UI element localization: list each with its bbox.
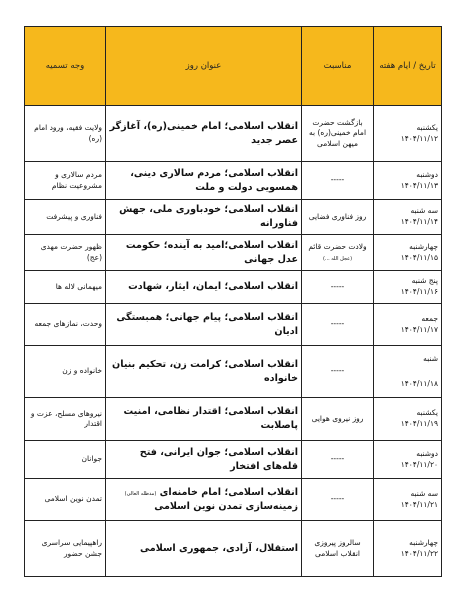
day-name: چهارشنبه: [409, 537, 438, 547]
title-cell: انقلاب اسلامی؛ کرامت زن، تحکیم بنیان خانواده: [106, 346, 302, 398]
naming-cell: مردم سالاری و مشروعیت نظام: [25, 162, 106, 200]
date-cell: [374, 200, 442, 235]
naming-cell: میهمانی لاله ها: [25, 271, 106, 304]
table-row: [25, 441, 442, 479]
date-cell: [374, 521, 442, 577]
occasion-cell: -----: [302, 479, 374, 521]
header-title: عنوان روز: [106, 27, 302, 106]
title-cell: [106, 479, 302, 521]
day-name: شنبه: [423, 353, 438, 363]
day-name: یکشنبه: [416, 408, 438, 418]
occasion-cell: روز نیروی هوایی: [302, 398, 374, 441]
naming-cell: جوانان: [25, 441, 106, 479]
date-value: ۱۴۰۴/۱۱/۱۷: [400, 324, 438, 334]
header-date: تاریخ / ایام هفته: [374, 27, 442, 106]
date-value: ۱۴۰۴/۱۱/۱۶: [400, 287, 438, 296]
date-value: ۱۴۰۴/۱۱/۱۲: [400, 133, 438, 143]
date-cell: [374, 479, 442, 521]
table-row: [25, 200, 442, 235]
naming-cell: فناوری و پیشرفت: [25, 200, 106, 235]
date-value: ۱۴۰۴/۱۱/۲۲: [400, 548, 438, 558]
date-value: ۱۴۰۴/۱۱/۱۴: [400, 217, 438, 226]
occasion-cell: -----: [302, 162, 374, 200]
schedule-table: [24, 26, 442, 577]
title-cell: انقلاب اسلامی؛ مردم سالاری دینی، همسویی دولت و ملت: [106, 162, 302, 200]
title-cell: انقلاب اسلامی؛ جوان ایرانی، فتح قله‌های افتخار: [106, 441, 302, 479]
table-row: [25, 304, 442, 346]
title-cell: انقلاب اسلامی؛ امام خمینی(ره)، آغازگر عصر جدید: [106, 106, 302, 162]
day-name: جمعه: [421, 313, 438, 323]
date-cell: [374, 235, 442, 271]
day-name: دوشنبه: [416, 448, 438, 458]
occasion-small: (عجل الله ...): [322, 255, 353, 262]
date-value: ۱۴۰۴/۱۱/۱۳: [400, 180, 438, 190]
day-name: سه شنبه: [410, 488, 438, 498]
occasion-text: ولادت حضرت قائم: [308, 242, 367, 252]
date-cell: [374, 271, 442, 304]
table-row: [25, 106, 442, 162]
date-value: ۱۴۰۴/۱۱/۲۰: [400, 459, 438, 469]
title-cell: استقلال، آزادی، جمهوری اسلامی: [106, 521, 302, 577]
naming-cell: ولایت فقیه، ورود امام (ره): [25, 106, 106, 162]
title-cell: انقلاب اسلامی؛امید به آینده؛ حکومت عدل جهانی: [106, 235, 302, 271]
day-name: پنج شنبه: [411, 276, 438, 286]
table-row: [25, 479, 442, 521]
title-small: (مدظله العالی): [124, 490, 157, 497]
naming-cell: راهپیمایی سراسری جشن حضور: [25, 521, 106, 577]
day-name: یکشنبه: [416, 122, 438, 132]
date-cell: [374, 162, 442, 200]
date-value: ۱۴۰۴/۱۱/۱۸: [400, 378, 438, 388]
title-cell: انقلاب اسلامی؛ اقتدار نظامی، امنیت پاصلابت: [106, 398, 302, 441]
date-cell: [374, 346, 442, 398]
table-row: [25, 271, 442, 304]
date-cell: [374, 304, 442, 346]
table-row: [25, 162, 442, 200]
title-cell: انقلاب اسلامی؛ خودباوری ملی، جهش فناورانه: [106, 200, 302, 235]
date-value: ۱۴۰۴/۱۱/۱۹: [400, 419, 438, 428]
table-row: [25, 398, 442, 441]
table-row: [25, 521, 442, 577]
occasion-cell: [302, 235, 374, 271]
title-line2: زمینه‌سازی تمدن نوین اسلامی: [154, 500, 298, 512]
date-cell: [374, 106, 442, 162]
occasion-cell: روز فناوری فضایی: [302, 200, 374, 235]
header-occasion: مناسبت: [302, 27, 374, 106]
date-cell: [374, 398, 442, 441]
date-cell: [374, 441, 442, 479]
naming-cell: تمدن نوین اسلامی: [25, 479, 106, 521]
table-row: [25, 235, 442, 271]
occasion-cell: -----: [302, 304, 374, 346]
naming-cell: ظهور حضرت مهدی (عج): [25, 235, 106, 271]
header-naming: وجه تسمیه: [25, 27, 106, 106]
day-name: دوشنبه: [416, 169, 438, 179]
title-cell: انقلاب اسلامی؛ پیام جهانی؛ همبستگی ادیان: [106, 304, 302, 346]
occasion-cell: -----: [302, 346, 374, 398]
naming-cell: نیروهای مسلح، عزت و اقتدار: [25, 398, 106, 441]
occasion-cell: سالروز پیروزی انقلاب اسلامی: [302, 521, 374, 577]
naming-cell: وحدت، نمازهای جمعه: [25, 304, 106, 346]
day-name: سه شنبه: [410, 206, 438, 216]
date-value: ۱۴۰۴/۱۱/۲۱: [400, 499, 438, 509]
title-cell: انقلاب اسلامی؛ ایمان، ایثار، شهادت: [106, 271, 302, 304]
table-row: [25, 346, 442, 398]
occasion-cell: -----: [302, 441, 374, 479]
occasion-cell: -----: [302, 271, 374, 304]
title-line1: انقلاب اسلامی؛ امام خامنه‌ای: [159, 486, 298, 498]
header-row: [25, 27, 442, 106]
day-name: چهارشنبه: [409, 241, 438, 251]
date-value: ۱۴۰۴/۱۱/۱۵: [400, 252, 438, 262]
occasion-cell: بازگشت حضرت امام خمینی(ره) به میهن اسلامی: [302, 106, 374, 162]
naming-cell: خانواده و زن: [25, 346, 106, 398]
